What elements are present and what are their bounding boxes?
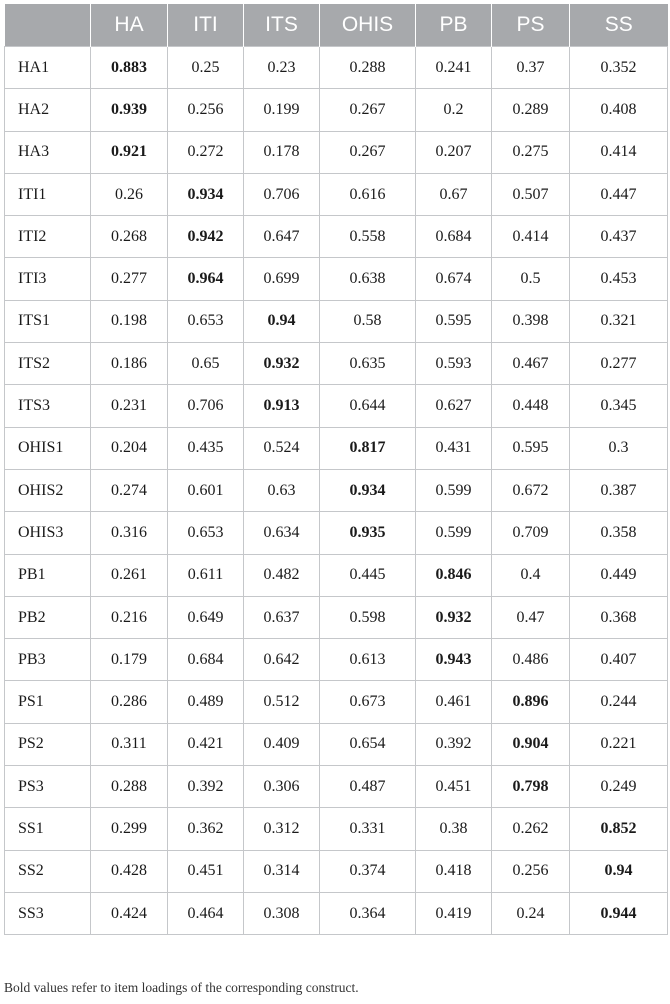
loading-value: 0.448 (492, 385, 570, 427)
table-row (5, 385, 668, 427)
loading-value: 0.392 (416, 723, 492, 765)
row-label: HA1 (5, 47, 91, 89)
loading-value: 0.2 (416, 89, 492, 131)
column-header-its: ITS (244, 4, 320, 47)
loading-value: 0.277 (570, 343, 668, 385)
loading-value: 0.451 (168, 850, 244, 892)
loading-value: 0.635 (320, 343, 416, 385)
loading-value: 0.638 (320, 258, 416, 300)
row-label: PB3 (5, 639, 91, 681)
loading-value: 0.275 (492, 131, 570, 173)
loading-value-highlighted: 0.913 (244, 385, 320, 427)
header-corner-cell (5, 4, 91, 47)
loading-value-highlighted: 0.817 (320, 427, 416, 469)
row-label: PS2 (5, 723, 91, 765)
loading-value: 0.289 (492, 89, 570, 131)
loading-value: 0.464 (168, 892, 244, 934)
loading-value: 0.674 (416, 258, 492, 300)
loading-value: 0.267 (320, 89, 416, 131)
loading-value: 0.644 (320, 385, 416, 427)
loading-value-highlighted: 0.94 (244, 300, 320, 342)
loading-value: 0.198 (91, 300, 168, 342)
column-header-ss: SS (570, 4, 668, 47)
loading-value: 0.653 (168, 300, 244, 342)
table-row (5, 216, 668, 258)
loading-value: 0.482 (244, 554, 320, 596)
loading-value: 0.451 (416, 766, 492, 808)
loading-value: 0.599 (416, 469, 492, 511)
table-row (5, 892, 668, 934)
loading-value: 0.424 (91, 892, 168, 934)
loading-value: 0.507 (492, 173, 570, 215)
loading-value-highlighted: 0.943 (416, 639, 492, 681)
table-row (5, 808, 668, 850)
loading-value: 0.409 (244, 723, 320, 765)
loading-value: 0.649 (168, 596, 244, 638)
row-label: PS1 (5, 681, 91, 723)
loading-value: 0.38 (416, 808, 492, 850)
loading-value-highlighted: 0.964 (168, 258, 244, 300)
loading-value: 0.414 (570, 131, 668, 173)
loading-value: 0.653 (168, 512, 244, 554)
loading-value: 0.277 (91, 258, 168, 300)
loadings-table-container (4, 4, 667, 935)
loading-value: 0.706 (244, 173, 320, 215)
column-header-ps: PS (492, 4, 570, 47)
loading-value: 0.256 (168, 89, 244, 131)
loading-value: 0.428 (91, 850, 168, 892)
loading-value: 0.207 (416, 131, 492, 173)
loading-value: 0.512 (244, 681, 320, 723)
row-label: HA2 (5, 89, 91, 131)
loading-value: 0.437 (570, 216, 668, 258)
loading-value: 0.684 (416, 216, 492, 258)
loading-value: 0.26 (91, 173, 168, 215)
loading-value: 0.595 (492, 427, 570, 469)
loading-value: 0.453 (570, 258, 668, 300)
row-label: ITI2 (5, 216, 91, 258)
loading-value: 0.261 (91, 554, 168, 596)
loading-value: 0.24 (492, 892, 570, 934)
loading-value: 0.595 (416, 300, 492, 342)
loading-value: 0.286 (91, 681, 168, 723)
loading-value: 0.654 (320, 723, 416, 765)
loading-value: 0.58 (320, 300, 416, 342)
loading-value: 0.599 (416, 512, 492, 554)
loading-value: 0.709 (492, 512, 570, 554)
loading-value: 0.362 (168, 808, 244, 850)
loading-value: 0.421 (168, 723, 244, 765)
loading-value: 0.613 (320, 639, 416, 681)
row-label: ITS1 (5, 300, 91, 342)
loading-value: 0.299 (91, 808, 168, 850)
loading-value: 0.368 (570, 596, 668, 638)
loading-value: 0.684 (168, 639, 244, 681)
table-row (5, 639, 668, 681)
row-label: PB2 (5, 596, 91, 638)
loading-value: 0.256 (492, 850, 570, 892)
table-footnote: Bold values refer to item loadings of the corresponding construct. (4, 980, 359, 995)
loading-value: 0.419 (416, 892, 492, 934)
header-row (5, 4, 668, 47)
row-label: OHIS3 (5, 512, 91, 554)
table-row (5, 681, 668, 723)
loading-value: 0.178 (244, 131, 320, 173)
loading-value: 0.186 (91, 343, 168, 385)
table-row (5, 512, 668, 554)
loading-value-highlighted: 0.798 (492, 766, 570, 808)
loading-value: 0.435 (168, 427, 244, 469)
loading-value: 0.706 (168, 385, 244, 427)
loading-value: 0.486 (492, 639, 570, 681)
loading-value: 0.374 (320, 850, 416, 892)
row-label: OHIS1 (5, 427, 91, 469)
table-row (5, 47, 668, 89)
loading-value: 0.3 (570, 427, 668, 469)
loading-value-highlighted: 0.932 (244, 343, 320, 385)
loading-value: 0.321 (570, 300, 668, 342)
loading-value-highlighted: 0.846 (416, 554, 492, 596)
loading-value: 0.611 (168, 554, 244, 596)
loading-value-highlighted: 0.921 (91, 131, 168, 173)
loading-value: 0.63 (244, 469, 320, 511)
loading-value: 0.467 (492, 343, 570, 385)
column-header-pb: PB (416, 4, 492, 47)
loading-value: 0.601 (168, 469, 244, 511)
loading-value: 0.392 (168, 766, 244, 808)
loading-value: 0.398 (492, 300, 570, 342)
column-header-iti: ITI (168, 4, 244, 47)
loading-value: 0.447 (570, 173, 668, 215)
row-label: PS3 (5, 766, 91, 808)
loading-value: 0.311 (91, 723, 168, 765)
loading-value: 0.312 (244, 808, 320, 850)
table-row (5, 723, 668, 765)
loading-value: 0.593 (416, 343, 492, 385)
table-row (5, 343, 668, 385)
loading-value: 0.461 (416, 681, 492, 723)
loading-value: 0.418 (416, 850, 492, 892)
loading-value: 0.23 (244, 47, 320, 89)
table-row (5, 258, 668, 300)
loading-value: 0.598 (320, 596, 416, 638)
loading-value-highlighted: 0.935 (320, 512, 416, 554)
loading-value: 0.637 (244, 596, 320, 638)
row-label: PB1 (5, 554, 91, 596)
row-label: ITS3 (5, 385, 91, 427)
loading-value: 0.558 (320, 216, 416, 258)
loading-value-highlighted: 0.939 (91, 89, 168, 131)
loading-value: 0.358 (570, 512, 668, 554)
table-row (5, 89, 668, 131)
row-label: OHIS2 (5, 469, 91, 511)
table-row (5, 554, 668, 596)
loading-value: 0.331 (320, 808, 416, 850)
loading-value: 0.204 (91, 427, 168, 469)
loading-value: 0.431 (416, 427, 492, 469)
table-row (5, 596, 668, 638)
loading-value: 0.634 (244, 512, 320, 554)
row-label: SS2 (5, 850, 91, 892)
loading-value: 0.231 (91, 385, 168, 427)
loading-value: 0.267 (320, 131, 416, 173)
loading-value-highlighted: 0.944 (570, 892, 668, 934)
table-body (5, 47, 668, 935)
table-row (5, 300, 668, 342)
loading-value: 0.37 (492, 47, 570, 89)
loading-value-highlighted: 0.932 (416, 596, 492, 638)
loading-value: 0.288 (91, 766, 168, 808)
loading-value-highlighted: 0.934 (320, 469, 416, 511)
loading-value: 0.316 (91, 512, 168, 554)
loading-value: 0.221 (570, 723, 668, 765)
loading-value: 0.179 (91, 639, 168, 681)
table-header (5, 4, 668, 47)
table-row (5, 173, 668, 215)
loading-value: 0.5 (492, 258, 570, 300)
loading-value: 0.199 (244, 89, 320, 131)
loading-value: 0.67 (416, 173, 492, 215)
loading-value: 0.627 (416, 385, 492, 427)
loading-value: 0.616 (320, 173, 416, 215)
loading-value: 0.672 (492, 469, 570, 511)
loading-value: 0.647 (244, 216, 320, 258)
loading-value-highlighted: 0.896 (492, 681, 570, 723)
loading-value: 0.4 (492, 554, 570, 596)
loading-value: 0.699 (244, 258, 320, 300)
loading-value: 0.274 (91, 469, 168, 511)
row-label: SS1 (5, 808, 91, 850)
loading-value: 0.414 (492, 216, 570, 258)
column-header-ha: HA (91, 4, 168, 47)
loading-value: 0.364 (320, 892, 416, 934)
loading-value: 0.407 (570, 639, 668, 681)
loading-value: 0.449 (570, 554, 668, 596)
loading-value-highlighted: 0.94 (570, 850, 668, 892)
row-label: ITS2 (5, 343, 91, 385)
loading-value: 0.65 (168, 343, 244, 385)
loading-value: 0.268 (91, 216, 168, 258)
loading-value: 0.25 (168, 47, 244, 89)
column-header-ohis: OHIS (320, 4, 416, 47)
table-row (5, 131, 668, 173)
loading-value: 0.306 (244, 766, 320, 808)
loading-value-highlighted: 0.904 (492, 723, 570, 765)
loading-value: 0.241 (416, 47, 492, 89)
loading-value: 0.673 (320, 681, 416, 723)
loading-value: 0.314 (244, 850, 320, 892)
row-label: SS3 (5, 892, 91, 934)
row-label: ITI3 (5, 258, 91, 300)
loading-value-highlighted: 0.852 (570, 808, 668, 850)
loading-value: 0.308 (244, 892, 320, 934)
table-row (5, 427, 668, 469)
loading-value: 0.47 (492, 596, 570, 638)
loading-value: 0.487 (320, 766, 416, 808)
table-row (5, 469, 668, 511)
loading-value: 0.489 (168, 681, 244, 723)
loading-value: 0.387 (570, 469, 668, 511)
loading-value: 0.216 (91, 596, 168, 638)
loading-value-highlighted: 0.883 (91, 47, 168, 89)
loading-value: 0.249 (570, 766, 668, 808)
table-row (5, 850, 668, 892)
loading-value-highlighted: 0.934 (168, 173, 244, 215)
loading-value: 0.352 (570, 47, 668, 89)
loading-value: 0.524 (244, 427, 320, 469)
loading-value: 0.288 (320, 47, 416, 89)
loading-value: 0.345 (570, 385, 668, 427)
row-label: HA3 (5, 131, 91, 173)
loading-value: 0.262 (492, 808, 570, 850)
cross-loadings-table (4, 4, 668, 935)
loading-value: 0.408 (570, 89, 668, 131)
loading-value: 0.272 (168, 131, 244, 173)
loading-value: 0.642 (244, 639, 320, 681)
loading-value-highlighted: 0.942 (168, 216, 244, 258)
row-label: ITI1 (5, 173, 91, 215)
loading-value: 0.445 (320, 554, 416, 596)
loading-value: 0.244 (570, 681, 668, 723)
table-row (5, 766, 668, 808)
